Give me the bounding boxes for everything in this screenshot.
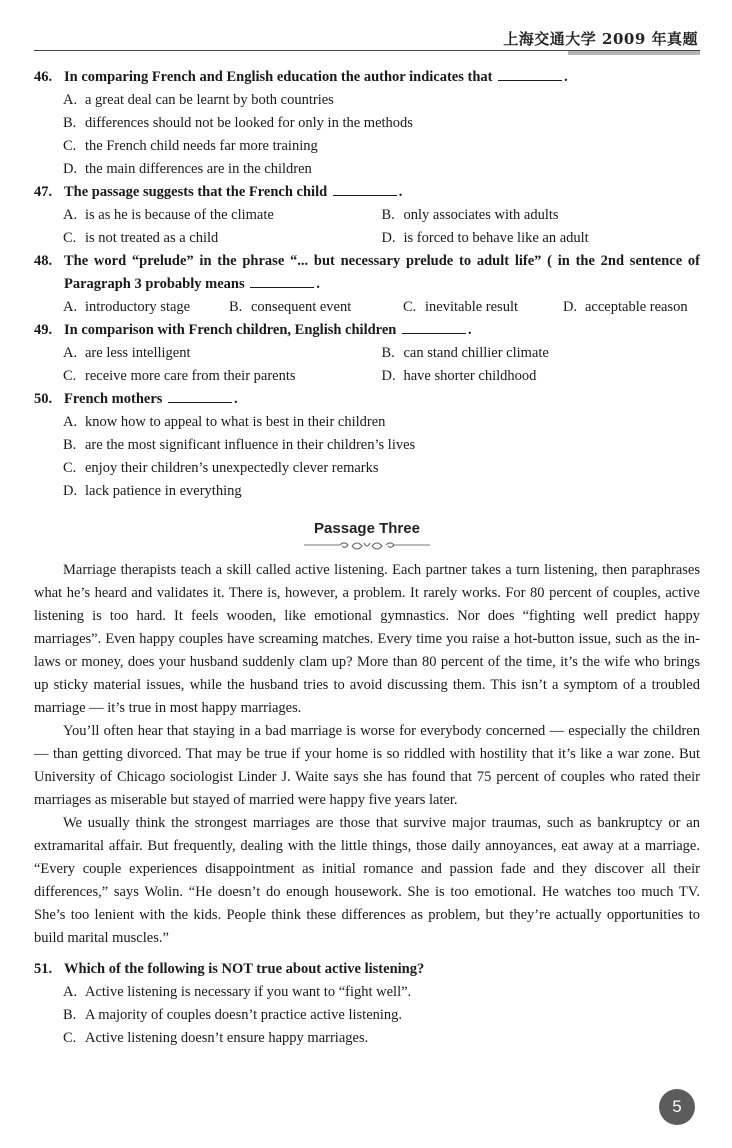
question-51 [34, 958, 700, 1050]
option-a: A. are less intelligent [63, 345, 191, 361]
option-a: A. a great deal can be learnt by both countries [63, 92, 334, 108]
header-accent-bar [568, 51, 700, 55]
page-content [34, 66, 700, 1050]
question-number: 48. [34, 253, 53, 269]
option-b: B. differences should not be looked for only in the methods [63, 115, 413, 131]
passage-paragraph-2: You’ll often hear that staying in a bad marriage is worse for everybody concerned — especially the children — than getting divorced. That may be true if your home is so riddled with hostility that it’s like a war zone. But University of Chicago sociologist Linder J. Waite says she has found that 75 percent of couples who rated their marriages as miserable but stayed of married were happy five years later. [34, 723, 700, 808]
answer-blank [333, 181, 397, 196]
page-header [34, 28, 700, 54]
question-stem: The word “prelude” in the phrase “... but necessary prelude to adult life” ( in the 2nd sentence of Paragraph 3 probably means [64, 253, 700, 292]
passage-paragraph-3: We usually think the strongest marriages are those that survive major traumas, such as bankruptcy or an extramarital affair. But frequently, dealing with the little things, those daily annoyances, eat away at a marriage. “Every couple experiences disappointment as initial romance and passion fade and they discover all their differences,” says Wolin. “He doesn’t do enough housework. She is too emotional. He watches too much TV. She’s too lenient with the kids. People think these differences as problem, but they’re actually opportunities to build marital muscles.” [34, 815, 700, 946]
option-c: C. is not treated as a child [63, 230, 219, 246]
answer-blank [168, 388, 232, 403]
question-49: 49. In comparison with French children, English children . A. are less intelligent B. can stand chillier climate C. receive more care from their parents D. have shorter childhood [34, 319, 700, 388]
passage-paragraph-1: Marriage therapists teach a skill called active listening. Each partner takes a turn listening, then paraphrases what he’s heard and validates it. There is, however, a problem. It rarely works. For 80 percent of couples, active listening is too hard. It feels wooden, like emotional gymnastics. Nor does “fighting well predict happy marriages”. Even happy couples have screaming matches. Every time you raise a hot-button issue, such as the in-laws or money, does your husband suddenly clam up? More than 80 percent of the time, it’s the wife who brings up sticky material issues, while the husband tries to avoid discussing them. This isn’t a symptom of a troubled marriage — it’s true in most happy marriages. [34, 562, 700, 716]
option-b: B. are the most significant influence in their children’s lives [63, 437, 416, 453]
question-50: 50. French mothers . A. know how to appeal to what is best in their children B. are the most significant influence in their children’s lives C. enjoy their children’s unexpectedly clever remarks D. lack patience in everything [34, 388, 700, 503]
option-b: B. A majority of couples doesn’t practice active listening. [63, 1007, 403, 1023]
option-c: C. receive more care from their parents [63, 368, 296, 384]
passage-body [34, 559, 700, 950]
question-number: 51. [34, 961, 53, 977]
option-b: B. can stand chillier climate [381, 345, 549, 361]
option-a: A. introductory stage [63, 299, 191, 315]
scroll-ornament-icon [302, 540, 432, 552]
option-d: D. lack patience in everything [63, 483, 242, 499]
question-47: 47. The passage suggests that the French child . A. is as he is because of the climate B. only associates with adults C. is not treated as a child D. is forced to behave like an adult [34, 181, 700, 250]
option-c: C. enjoy their children’s unexpectedly clever remarks [63, 460, 379, 476]
option-a: A. is as he is because of the climate [63, 207, 274, 223]
passage-heading [34, 517, 700, 553]
question-stem: In comparison with French children, English children [64, 322, 397, 338]
question-number: 47. [34, 184, 53, 200]
passage-title: Passage Three [314, 520, 420, 537]
answer-blank [498, 66, 562, 81]
option-b: B. consequent event [229, 299, 352, 315]
option-d: D. is forced to behave like an adult [381, 230, 589, 246]
question-number: 49. [34, 322, 53, 338]
option-d: D. have shorter childhood [381, 368, 537, 384]
question-stem: The passage suggests that the French child [64, 184, 328, 200]
header-title: 上海交通大学 2009 年真题 [503, 30, 698, 48]
question-48: 48. The word “prelude” in the phrase “... but necessary prelude to adult life” ( in the 2nd sentence of Paragraph 3 probably means . A. introductory stage B. consequent event C. inevitable result D. acceptable reason [34, 250, 700, 319]
option-a: A. Active listening is necessary if you want to “fight well”. [63, 984, 412, 1000]
question-number: 46. [34, 69, 53, 85]
option-c: C. the French child needs far more training [63, 138, 318, 154]
question-stem: In comparing French and English education the author indicates that [64, 69, 493, 85]
option-b: B. only associates with adults [381, 207, 559, 223]
option-c: C. Active listening doesn’t ensure happy marriages. [63, 1030, 369, 1046]
answer-blank [402, 319, 466, 334]
question-46: 46. In comparing French and English education the author indicates that . A. a great deal can be learnt by both countries B. differences should not be looked for only in the methods C. the French child needs far more training D. the main differences are in the children [34, 66, 700, 181]
option-d: D. acceptable reason [563, 299, 688, 315]
question-number: 50. [34, 391, 53, 407]
page-number-badge: 5 [659, 1089, 695, 1125]
option-d: D. the main differences are in the children [63, 161, 312, 177]
option-a: A. know how to appeal to what is best in their children [63, 414, 386, 430]
question-stem: French mothers [64, 391, 163, 407]
answer-blank [250, 273, 314, 288]
question-stem: Which of the following is NOT true about active listening? [64, 961, 425, 977]
option-c: C. inevitable result [403, 299, 519, 315]
